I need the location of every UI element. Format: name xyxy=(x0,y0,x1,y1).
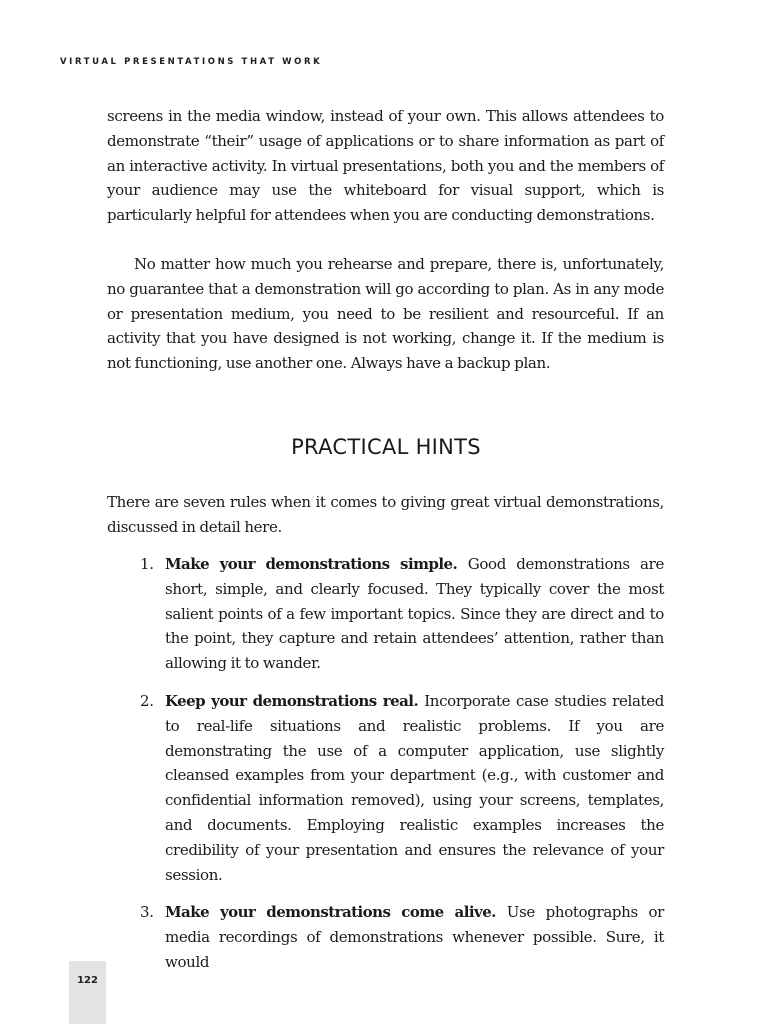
list-item-title: Keep your demonstrations real. xyxy=(165,691,425,710)
section-heading: PRACTICAL HINTS xyxy=(291,435,481,459)
list-item-title: Make your demonstrations come alive. xyxy=(165,903,507,922)
list-item-text: Incorporate case studies related to real-life situations and realistic problems. If you are demonstrating the use of a computer application, use slightly cleansed examples from your department (e.g., with customer and confidential information removed), using your screens, templates, and documents. Employing realistic examples increases the credibility of your presentation and ensures the relevance of your session. xyxy=(165,691,664,884)
page-number: 122 xyxy=(77,975,98,986)
list-item xyxy=(140,689,664,887)
section-intro-paragraph: There are seven rules when it comes to giving great virtual demonstrations, discussed in detail here. xyxy=(107,493,664,536)
list-item-number: 3. xyxy=(140,903,154,922)
body-paragraph: No matter how much you rehearse and prepare, there is, unfortunately, no guarantee that a demonstration will go according to plan. As in any mode or presentation medium, you need to be resilient and resourceful. If an activity that you have designed is not working, change it. If the medium is not functioning, use another one. Always have a backup plan. xyxy=(107,255,664,373)
list-item-text: Good demonstrations are short, simple, and clearly focused. They typically cover the most salient points of a few important topics. Since they are direct and to the point, they capture and retain attendees’ attention, rather than allowing it to wander. xyxy=(165,555,664,673)
rules-list xyxy=(140,552,664,988)
list-item-title: Make your demonstrations simple. xyxy=(165,555,468,573)
list-item-number: 1. xyxy=(140,555,154,573)
list-item xyxy=(140,900,664,974)
list-item-number: 2. xyxy=(140,691,154,710)
body-paragraph-continued: screens in the media window, instead of your own. This allows attendees to demonstrate “their” usage of applications or to share information as part of an interactive activity. In virtual presentations, both you and the members of your audience may use the whiteboard for visual support, which is particularly helpful for attendees when you are conducting demonstrations. xyxy=(107,107,664,225)
running-head: VIRTUAL PRESENTATIONS THAT WORK xyxy=(60,57,323,67)
list-item-text: Use photographs or media recordings of demonstrations whenever possible. Sure, it would xyxy=(165,903,664,971)
list-item xyxy=(140,552,664,676)
page-number-tab xyxy=(69,961,106,1024)
